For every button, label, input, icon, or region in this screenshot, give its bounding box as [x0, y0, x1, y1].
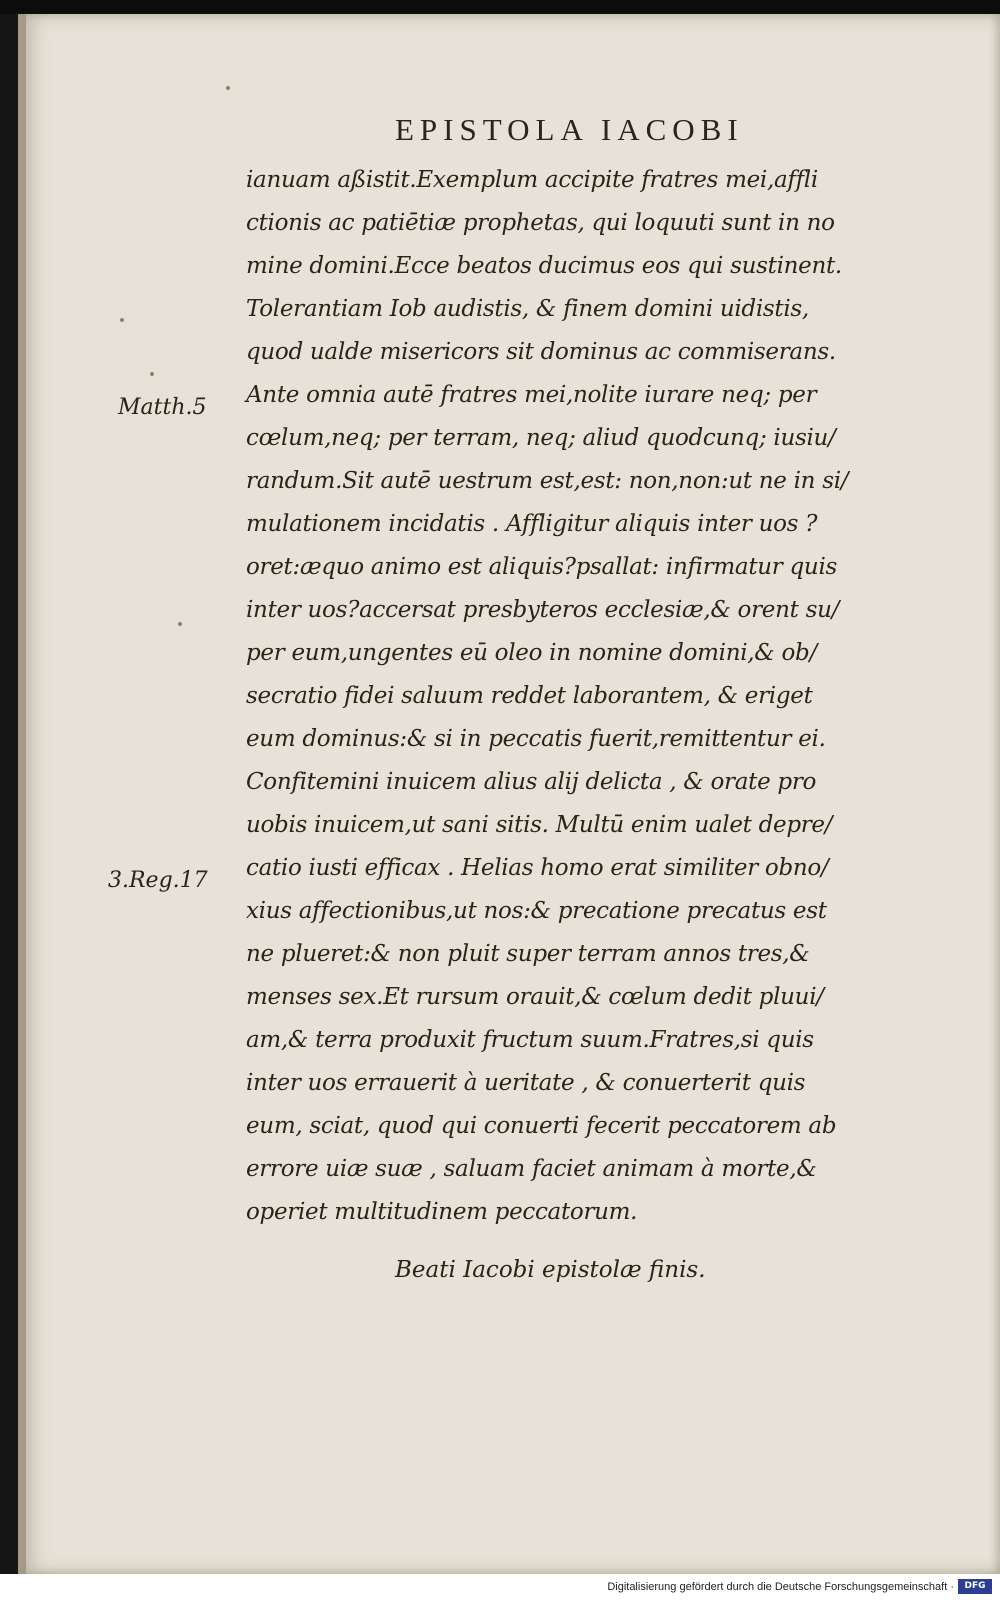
- text-line: cœlum,neq; per terram, neq; aliud quodcunq; iusiu/: [246, 425, 836, 451]
- text-line: catio iusti efficax . Helias homo erat similiter obno/: [246, 855, 829, 881]
- text-line: xius affectionibus,ut nos:& precatione precatus est: [246, 898, 827, 924]
- text-line: Ante omnia autē fratres mei,nolite iurare neq; per: [246, 382, 817, 408]
- text-line: inter uos?accersat presbyteros ecclesiæ,& orent su/: [246, 597, 840, 623]
- running-head: EPISTOLA IACOBI: [395, 112, 744, 147]
- text-line: eum, sciat, quod qui conuerti fecerit peccatorem ab: [246, 1113, 837, 1139]
- text-line: am,& terra produxit fructum suum.Fratres,si quis: [246, 1027, 814, 1053]
- scan-top-border: [0, 0, 1000, 14]
- text-line: mulationem incidatis . Affligitur aliquis inter uos ?: [246, 511, 818, 537]
- text-line: eum dominus:& si in peccatis fuerit,remittentur ei.: [246, 726, 826, 752]
- dfg-logo-icon: DFG: [958, 1579, 992, 1594]
- text-line: errore uiæ suæ , saluam faciet animam à morte,&: [246, 1156, 817, 1182]
- text-line: ianuam aßistit.Exemplum accipite fratres mei,affli: [246, 167, 818, 193]
- text-line: secratio fidei saluum reddet laborantem, & eriget: [246, 683, 813, 709]
- text-line: Tolerantiam Iob audistis, & finem domini uidistis,: [246, 296, 809, 322]
- paper-speck: [150, 372, 154, 376]
- text-line: ctionis ac patiētiæ prophetas, qui loquuti sunt in no: [246, 210, 835, 236]
- marginal-note-kings: 3.Reg.17: [108, 868, 208, 893]
- closing-line: Beati Iacobi epistolæ finis.: [395, 1257, 706, 1283]
- text-line: quod ualde misericors sit dominus ac commiserans.: [246, 339, 836, 365]
- text-line: uobis inuicem,ut sani sitis. Multū enim ualet depre/: [246, 812, 833, 838]
- text-line: mine domini.Ecce beatos ducimus eos qui sustinent.: [246, 253, 842, 279]
- text-line: Confitemini inuicem alius alij delicta , & orate pro: [246, 769, 817, 795]
- footer-credit: Digitalisierung gefördert durch die Deutsche Forschungsgemeinschaft ·: [607, 1581, 954, 1593]
- page-gutter-edge: [18, 14, 26, 1574]
- marginal-note-matthew: Matth.5: [118, 395, 207, 420]
- text-line: randum.Sit autē uestrum est,est: non,non:ut ne in si/: [246, 468, 849, 494]
- text-line: ne plueret:& non pluit super terram annos tres,&: [246, 941, 810, 967]
- paper-speck: [226, 86, 230, 90]
- text-line: operiet multitudinem peccatorum.: [246, 1199, 638, 1225]
- paper-speck: [178, 622, 182, 626]
- text-line: inter uos errauerit à ueritate , & conuerterit quis: [246, 1070, 806, 1096]
- text-line: per eum,ungentes eū oleo in nomine domini,& ob/: [246, 640, 817, 666]
- paper-speck: [120, 318, 124, 322]
- text-line: oret:æquo animo est aliquis?psallat: infirmatur quis: [246, 554, 838, 580]
- text-line: menses sex.Et rursum orauit,& cœlum dedit pluui/: [246, 984, 824, 1010]
